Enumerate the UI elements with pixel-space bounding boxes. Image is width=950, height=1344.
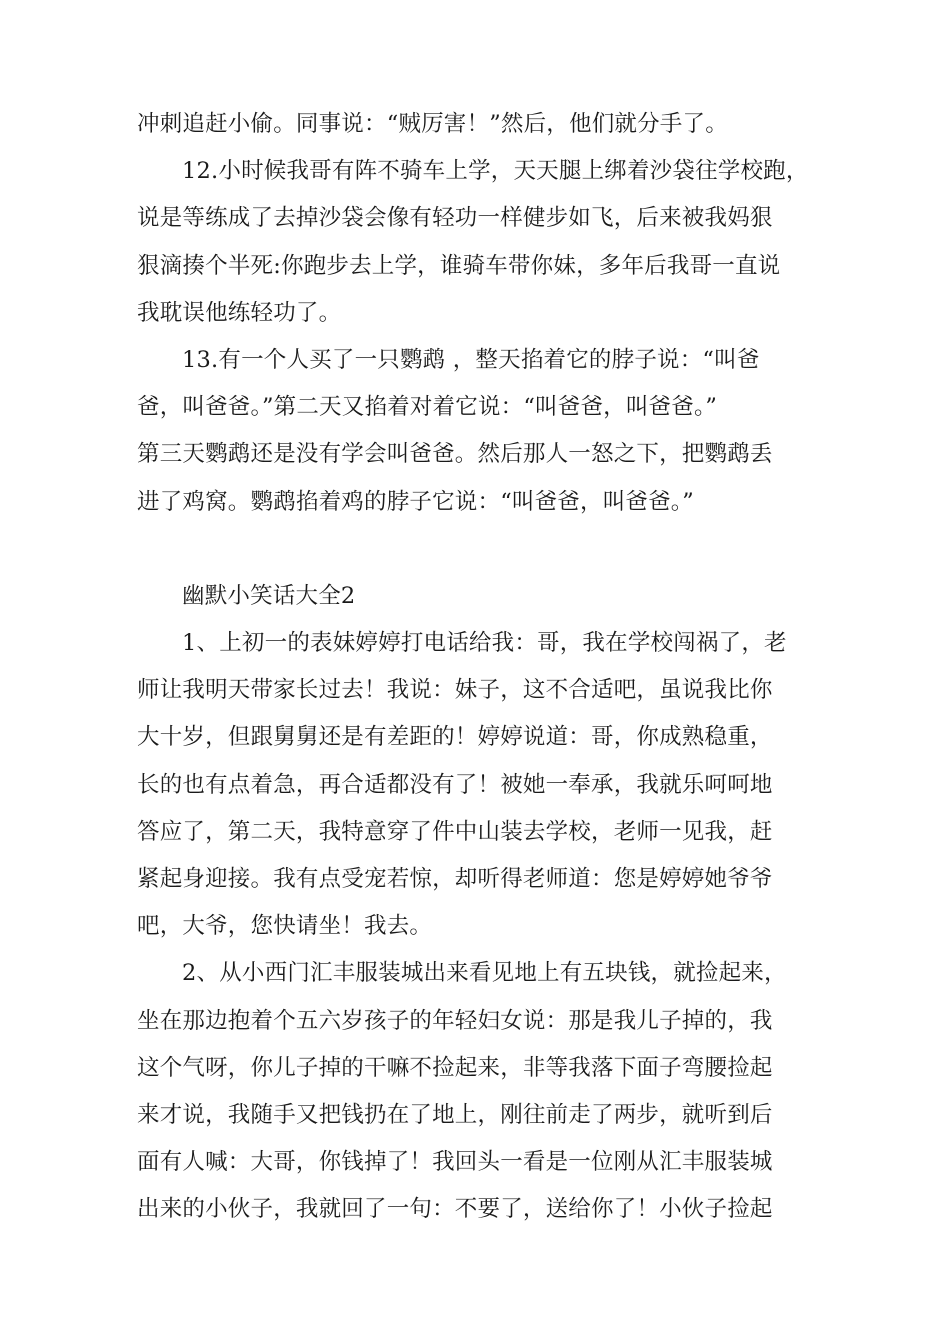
text-line: 面有人喊：大哥，你钱掉了！我回头一看是一位刚从汇丰服装城 — [137, 1149, 773, 1176]
text-line: 师让我明天带家长过去！我说：妹子，这不合适吧，虽说我比你 — [137, 677, 773, 704]
paragraph-13 — [137, 337, 817, 526]
text-line: 第三天鹦鹉还是没有学会叫爸爸。然后那人一怒之下，把鹦鹉丢 — [137, 441, 773, 468]
section-title: 幽默小笑话大全2 — [182, 582, 356, 609]
paragraph-11-tail — [137, 101, 817, 148]
text-line: 答应了，第二天，我特意穿了件中山装去学校，老师一见我，赶 — [137, 818, 773, 845]
text-line: 出来的小伙子，我就回了一句：不要了，送给你了！小伙子捡起 — [137, 1196, 773, 1223]
text-line: 这个气呀，你儿子掉的干嘛不捡起来，非等我落下面子弯腰捡起 — [137, 1054, 773, 1081]
text-line: 12.小时候我哥有阵不骑车上学，天天腿上绑着沙袋往学校跑， — [182, 158, 809, 185]
joke-1 — [137, 620, 817, 950]
text-line: 13.有一个人买了一只鹦鹉 ，整天掐着它的脖子说：“叫爸 — [182, 346, 760, 373]
document-body — [137, 101, 817, 1234]
text-line: 冲刺追赶小偷。同事说：“贼厉害！”然后，他们就分手了。 — [137, 111, 728, 137]
text-line: 吧，大爷，您快请坐！我去。 — [137, 913, 433, 940]
section-heading — [137, 573, 817, 620]
text-line: 长的也有点着急，再合适都没有了！被她一奉承，我就乐呵呵地 — [137, 771, 773, 798]
text-line: 大十岁，但跟舅舅还是有差距的！婷婷说道：哥，你成熟稳重， — [137, 724, 773, 751]
joke-2 — [137, 950, 817, 1233]
blank-line — [137, 526, 817, 573]
text-line: 1、上初一的表妹婷婷打电话给我：哥，我在学校闯祸了，老 — [182, 630, 787, 657]
text-line: 来才说，我随手又把钱扔在了地上，刚往前走了两步，就听到后 — [137, 1101, 773, 1128]
text-line: 说是等练成了去掉沙袋会像有轻功一样健步如飞，后来被我妈狠 — [137, 205, 773, 232]
text-line: 2、从小西门汇丰服装城出来看见地上有五块钱，就捡起来， — [182, 960, 787, 987]
text-line: 我耽误他练轻功了。 — [137, 299, 342, 326]
paragraph-12 — [137, 148, 817, 337]
text-line: 进了鸡窝。鹦鹉掐着鸡的脖子它说：“叫爸爸，叫爸爸。” — [137, 488, 694, 515]
text-line: 坐在那边抱着个五六岁孩子的年轻妇女说：那是我儿子掉的，我 — [137, 1007, 773, 1034]
text-line: 狠滴揍个半死:你跑步去上学，谁骑车带你妹，多年后我哥一直说 — [137, 252, 781, 279]
text-line: 爸，叫爸爸。”第二天又掐着对着它说：“叫爸爸，叫爸爸。” — [137, 394, 718, 421]
text-line: 紧起身迎接。我有点受宠若惊，却听得老师道：您是婷婷她爷爷 — [137, 866, 773, 892]
